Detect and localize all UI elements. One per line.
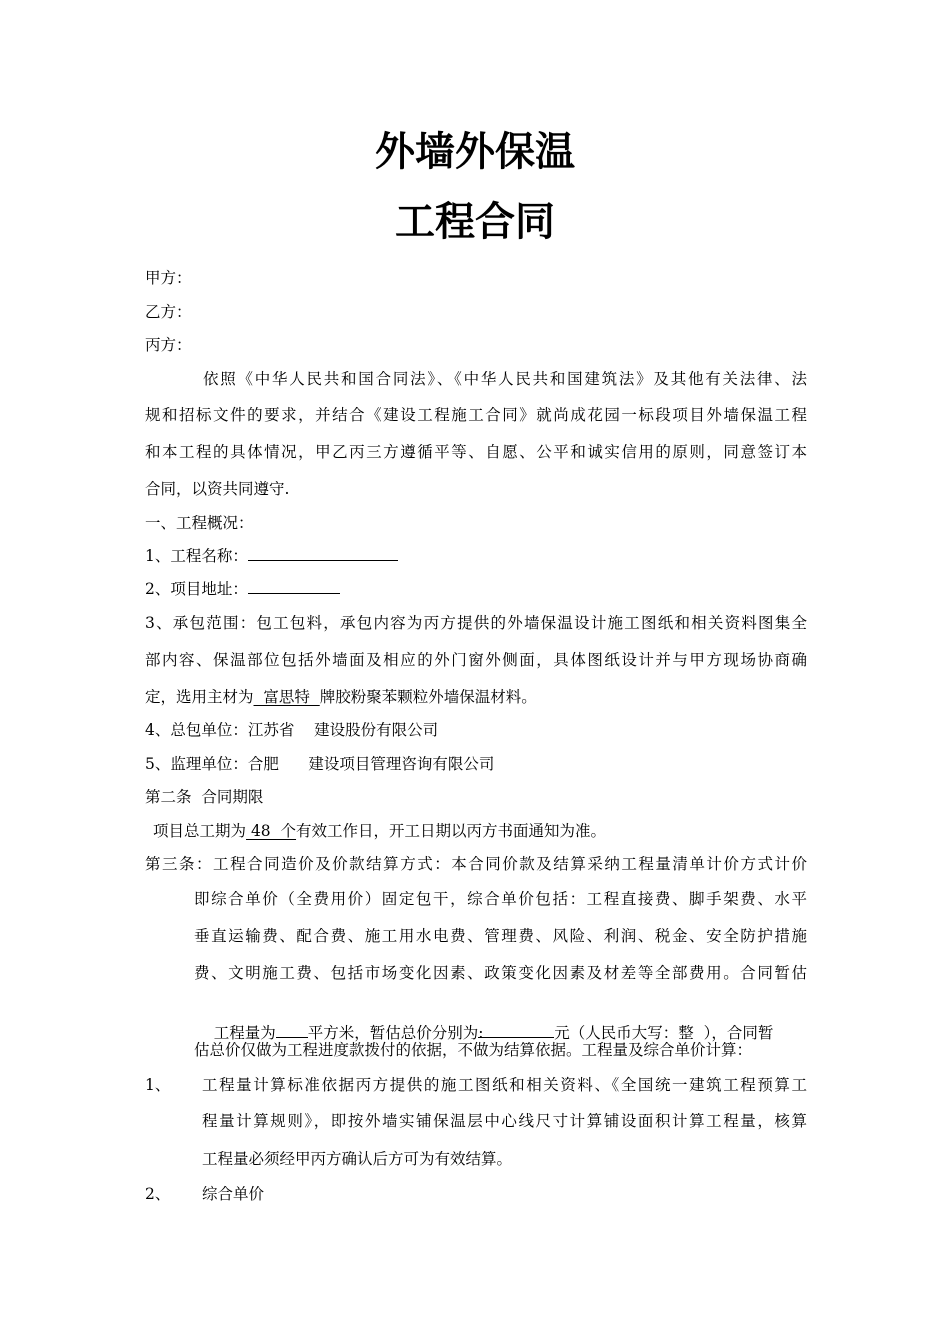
section2-body-prefix: 项目总工期为 [153,822,247,840]
section1-heading: 一、工程概况： [145,514,254,532]
scope-line-3-suffix: 牌胶粉聚苯颗粒外墙保温材料。 [319,688,537,706]
estimated-total-suffix: 元（人民币大写：整 ），合同暂 [554,1024,774,1042]
intro-line-2: 规和招标文件的要求，并结合《建设工程施工合同》就尚成花园一标段项目外墙保温工程 [145,406,807,424]
material-brand: 富思特 [253,688,320,706]
general-contractor: 4、总包单位：江苏省 建设股份有限公司 [145,721,439,739]
sub1-line-1: 工程量计算标准依据丙方提供的施工图纸和相关资料、《全国统一建筑工程预算工 [202,1076,807,1094]
duration-days: 48 个 [246,822,297,840]
sub2-text: 综合单价 [202,1185,265,1203]
intro-line-1: 依照《中华人民共和国合同法》、《中华人民共和国建筑法》及其他有关法律、法 [203,370,807,388]
sub2-number: 2、 [145,1185,171,1203]
project-address-label: 2、项目地址： [145,580,248,598]
project-name-row [145,545,398,567]
scope-line-3-prefix: 定，选用主材为 [145,688,254,706]
supervision-unit: 5、监理单位：合肥 建设项目管理咨询有限公司 [145,755,495,773]
party-a-label: 甲方： [145,269,192,287]
sub1-line-3: 工程量必须经甲丙方确认后方可为有效结算。 [202,1150,513,1168]
project-name-blank [248,545,398,561]
party-b-label: 乙方： [145,303,192,321]
project-address-row [145,578,340,600]
document-title-line2: 工程合同 [395,199,555,245]
section3-line-4: 费、文明施工费、包括市场变化因素、政策变化因素及材差等全部费用。合同暂估 [194,964,807,982]
section3-line-2: 即综合单价（全费用价）固定包干，综合单价包括：工程直接费、脚手架费、水平 [194,890,807,908]
estimated-total-colon: : [478,1024,484,1042]
sub1-line-2: 程量计算规则》，即按外墙实铺保温层中心线尺寸计算铺设面积计算工程量，核算 [202,1112,807,1130]
section3-line-6: 估总价仅做为工程进度款拨付的依据，不做为结算依据。工程量及综合单价计算： [194,1041,753,1059]
estimated-total-label: 平方米，暂估总价分别为 [307,1024,479,1042]
estimated-quantity-label: 工程量为 [213,1024,276,1042]
estimated-quantity-blank [276,1022,308,1038]
section3-line-1: 第三条：工程合同造价及价款结算方式：本合同价款及结算采纳工程量清单计价方式计价 [145,855,807,873]
scope-line-2: 部内容、保温部位包括外墙面及相应的外门窗外侧面，具体图纸设计并与甲方现场协商确 [145,651,807,669]
section2-body-suffix: 有效工作日，开工日期以丙方书面通知为准。 [296,822,607,840]
party-c-label: 丙方： [145,336,192,354]
intro-line-4: 合同，以资共同遵守. [145,480,290,498]
document-title-line1: 外墙外保温 [375,129,575,175]
estimated-total-blank [478,1022,554,1042]
project-address-blank [248,578,340,594]
scope-line-3 [145,686,537,708]
sub1-number: 1、 [145,1076,171,1094]
section2-heading: 第二条 合同期限 [145,788,264,806]
section3-line-3: 垂直运输费、配合费、施工用水电费、管理费、风险、利润、税金、安全防护措施 [194,927,807,945]
scope-line-1: 3、承包范围：包工包料，承包内容为丙方提供的外墙保温设计施工图纸和相关资料图集全 [145,614,807,632]
section2-body [153,820,606,842]
project-name-label: 1、工程名称： [145,547,248,565]
intro-line-3: 和本工程的具体情况，甲乙丙三方遵循平等、自愿、公平和诚实信用的原则，同意签订本 [145,443,807,461]
